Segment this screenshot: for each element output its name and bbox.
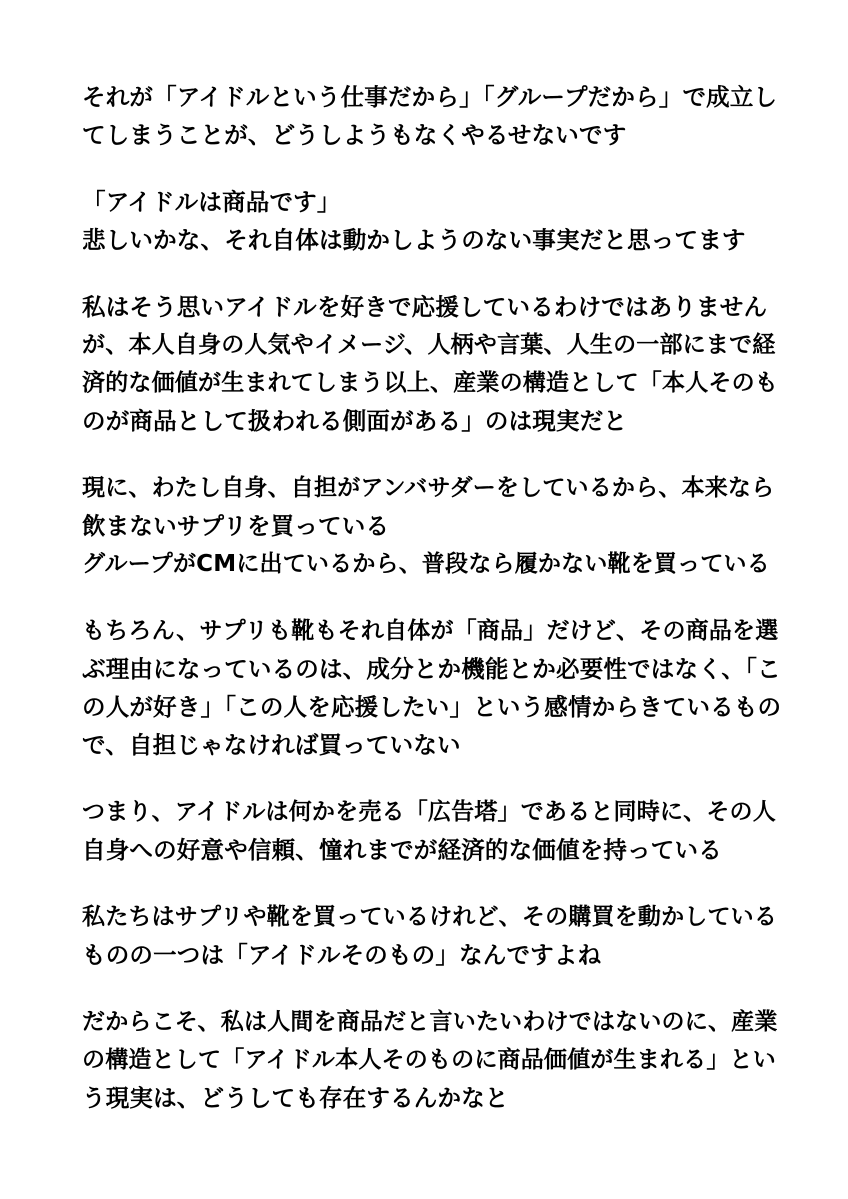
essay-text [82,78,782,1146]
text-line: 飲まないサプリを買っている [82,512,390,540]
text-line: てしまうことが、どうしようもなくやるせないです [82,121,627,149]
paragraph-4 [82,469,782,583]
text-line: もちろん、サプリも靴もそれ自体が「商品」だけど、その商品を選 [82,618,779,644]
paragraph-1 [82,78,782,154]
text-line: 私はそう思いアイドルを好きで応援しているわけではありません [82,293,768,321]
text-line: う現実は、どうしても存在するんかなと [82,1084,509,1112]
text-line: のが商品として扱われる側面がある」のは現実だと [82,407,628,435]
text-line: ものの一つは「アイドルそのもの」なんですよね [82,941,602,969]
paragraph-8 [82,1003,782,1117]
text-line: 自身への好意や信頼、憧れまでが経済的な価値を持っている [82,836,722,864]
text-line: 悲しいかな、それ自体は動かしようのない事実だと思ってます [82,226,746,254]
text-line: の人が好き」「この人を応援したい」という感情からきているもの [82,693,782,721]
text-line: つまり、アイドルは何かを売る「広告塔」であると同時に、その人 [82,799,776,825]
paragraph-2 [82,183,782,259]
text-line: ぶ理由になっているのは、成分とか機能とか必要性ではなく、「こ [82,655,781,683]
text-line: 「アイドルは商品です」 [82,188,341,216]
text-line: で、自担じゃなければ買っていない [82,731,461,759]
text-line: 済的な価値が生まれてしまう以上、産業の構造として「本人そのも [82,370,778,396]
paragraph-7 [82,898,782,974]
text-line: それが「アイドルという仕事だから」「グループだから」で成立し [82,83,778,111]
text-line: だからこそ、私は人間を商品だと言いたいわけではないのに、産業 [82,1009,778,1035]
paragraph-3 [82,288,782,440]
text-line: の構造として「アイドル本人そのものに商品価値が生まれる」とい [82,1047,776,1073]
text-line: が、本人自身の人気やイメージ、人柄や言葉、人生の一部にまで経 [82,332,776,358]
paragraph-6 [82,793,782,869]
text-line: グループがCMに出ているから、普段なら履かない靴を買っている [82,551,770,577]
paragraph-5 [82,612,782,764]
text-line: 現に、わたし自身、自担がアンバサダーをしているから、本来なら [82,475,775,501]
text-line: 私たちはサプリや靴を買っているけれど、その購買を動かしている [82,904,778,930]
